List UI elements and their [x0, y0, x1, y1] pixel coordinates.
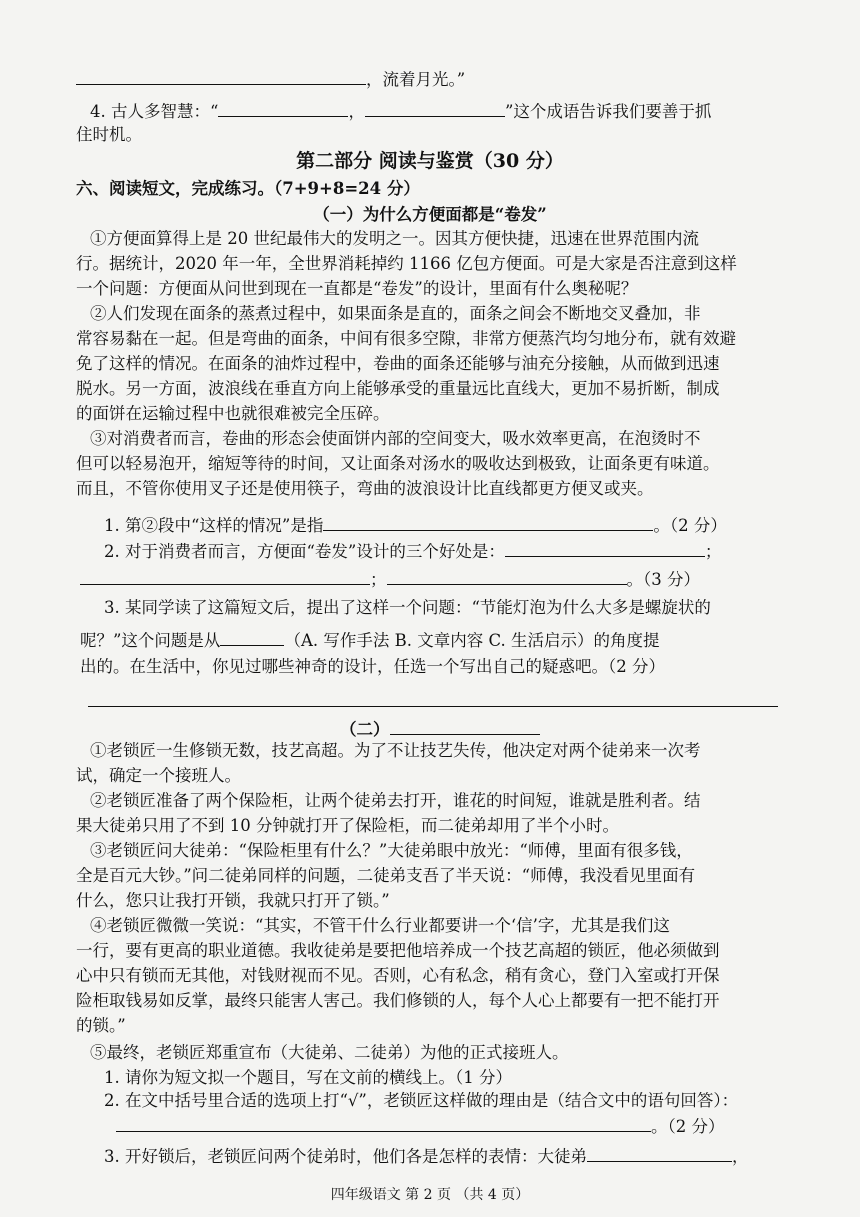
p2-question-2-suffix: 。（2 分） [651, 1117, 725, 1136]
passage-2-title-row [340, 716, 540, 741]
answer-blank[interactable] [587, 1143, 732, 1162]
page-footer: 四年级语文 第 2 页 （共 4 页） [330, 1187, 530, 1203]
passage-2-line: ③老锁匠问大徒弟：“保险柜里有什么？”大徒弟眼中放光：“师傅，里面有很多钱， [90, 841, 693, 860]
question-4-continuation: 住时机。 [76, 125, 142, 144]
p1-question-2-cont [80, 566, 700, 591]
passage-1-line: 免了这样的情况。在面条的油炸过程中，卷曲的面条还能够与油充分接触，从而做到迅速 [76, 354, 720, 373]
passage-2-line: 的锁。” [76, 1016, 126, 1035]
passage-2-title: （二） [340, 720, 390, 739]
p2-question-3-prefix: 3. 开好锁后，老锁匠问两个徒弟时，他们各是怎样的表情：大徒弟 [104, 1147, 587, 1166]
title-blank[interactable] [390, 716, 540, 735]
passage-2-line: ④老锁匠微微一笑说：“其实，不管干什么行业都要讲一个‘信’字，尤其是我们这 [90, 916, 670, 935]
answer-blank[interactable] [505, 538, 705, 557]
p1-question-3-prefix: 呢？”这个问题是从 [80, 631, 221, 650]
p1-question-1-prefix: 1. 第②段中“这样的情况”是指 [104, 516, 324, 535]
p2-question-1: 1. 请你为短文拟一个题目，写在文前的横线上。（1 分） [104, 1068, 512, 1087]
question-4-prefix: 4. 古人多智慧：“ [90, 102, 219, 121]
p1-question-3-line: 出的。在生活中，你见过哪些神奇的设计，任选一个写出自己的疑惑吧。（2 分） [80, 657, 665, 676]
passage-2-line: 什么，您只让我打开锁，我就只打开了锁。” [76, 891, 390, 910]
passage-1-line: 的面饼在运输过程中也就很难被完全压碎。 [76, 404, 390, 423]
passage-1-line: ①方便面算得上是 20 世纪最伟大的发明之一。因其方便快捷，迅速在世界范围内流 [90, 229, 699, 248]
question-4 [90, 98, 711, 123]
semicolon: ； [370, 570, 387, 589]
question-4-suffix: ”这个成语告诉我们要善于抓 [504, 102, 712, 121]
comma: ， [348, 102, 365, 121]
passage-2-line: 试，确定一个接班人。 [76, 766, 241, 785]
answer-blank[interactable] [76, 66, 366, 85]
passage-2-line: 险柜取钱易如反掌，最终只能害人害己。我们修锁的人，每个人心上都要有一把不能打开 [76, 991, 720, 1010]
p2-question-2-cont [116, 1113, 725, 1138]
answer-blank[interactable] [116, 1113, 651, 1132]
passage-2-line: 一行，要有更高的职业道德。我收徒弟是要把他培养成一个技艺高超的锁匠，他必须做到 [76, 941, 720, 960]
answer-blank[interactable] [387, 566, 627, 585]
p1-question-2-suffix: 。（3 分） [626, 570, 700, 589]
p1-question-2 [104, 538, 721, 563]
semicolon: ； [704, 542, 722, 561]
p2-question-2: 2. 在文中括号里合适的选项上打“√”，老锁匠这样做的理由是（结合文中的语句回答）： [104, 1091, 739, 1110]
passage-2-line: ①老锁匠一生修锁无数，技艺高超。为了不让技艺失传，他决定对两个徒弟来一次考 [90, 741, 701, 760]
poem-line [76, 66, 465, 91]
passage-1-line: 行。据统计，2020 年一年，全世界消耗掉约 1166 亿包方便面。可是大家是否注意到这样 [76, 254, 737, 273]
answer-blank[interactable] [365, 98, 505, 117]
p2-question-3 [104, 1143, 749, 1168]
passage-1-line: 一个问题：方便面从问世到现在一直都是“卷发”的设计，里面有什么奥秘呢？ [76, 279, 638, 298]
p1-question-1-suffix: 。（2 分） [653, 516, 727, 535]
passage-1-line: 而且，不管你使用叉子还是使用筷子，弯曲的波浪设计比直线都更方便叉或夹。 [76, 479, 654, 498]
passage-2-line: ②老锁匠准备了两个保险柜，让两个徒弟去打开，谁花的时间短，谁就是胜利者。结 [90, 791, 701, 810]
passage-1-title: （一）为什么方便面都是“卷发” [313, 205, 547, 224]
comma: ， [732, 1147, 749, 1166]
passage-1-line: 脱水。另一方面，波浪线在垂直方向上能够承受的重量远比直线大，更加不易折断，制成 [76, 379, 720, 398]
passage-1-line: ②人们发现在面条的蒸煮过程中，如果面条是直的，面条之间会不断地交叉叠加，非 [90, 304, 701, 323]
answer-blank[interactable] [220, 627, 284, 646]
answer-line[interactable] [88, 706, 778, 707]
passage-2-line: ⑤最终，老锁匠郑重宣布（大徒弟、二徒弟）为他的正式接班人。 [90, 1043, 569, 1062]
p1-question-3-line [80, 627, 659, 652]
p1-question-2-prefix: 2. 对于消费者而言，方便面“卷发”设计的三个好处是： [104, 542, 505, 561]
passage-2-line: 全是百元大钞。”问二徒弟同样的问题，二徒弟支吾了半天说：“师傅，我没看见里面有 [76, 866, 696, 885]
passage-2-line: 心中只有锁而无其他，对钱财视而不见。否则，心有私念，稍有贪心，登门入室或打开保 [76, 966, 720, 985]
passage-2-line: 果大徒弟只用了不到 10 分钟就打开了保险柜，而二徒弟却用了半个小时。 [76, 816, 619, 835]
passage-1-line: 常容易黏在一起。但是弯曲的面条，中间有很多空隙，非常方便蒸汽均匀地分布，就有效避 [76, 329, 736, 348]
answer-blank[interactable] [80, 566, 370, 585]
passage-1-line: ③对消费者而言，卷曲的形态会使面饼内部的空间变大，吸水效率更高，在泡烫时不 [90, 429, 701, 448]
poem-line-tail: ，流着月光。” [366, 70, 466, 89]
passage-1-line: 但可以轻易泡开，缩短等待的时间，又让面条对汤水的吸收达到极致，让面条更有味道。 [76, 454, 720, 473]
p1-question-3-options: （A. 写作手法 B. 文章内容 C. 生活启示）的角度提 [284, 631, 660, 650]
section-heading: 六、阅读短文，完成练习。（7+9+8=24 分） [76, 179, 420, 198]
answer-blank[interactable] [323, 512, 653, 531]
p1-question-3-line: 3. 某同学读了这篇短文后，提出了这样一个问题：“节能灯泡为什么大多是螺旋状的 [104, 598, 711, 617]
part-title: 第二部分 阅读与鉴赏（30 分） [296, 150, 564, 172]
answer-blank[interactable] [218, 98, 348, 117]
p1-question-1 [104, 512, 727, 537]
